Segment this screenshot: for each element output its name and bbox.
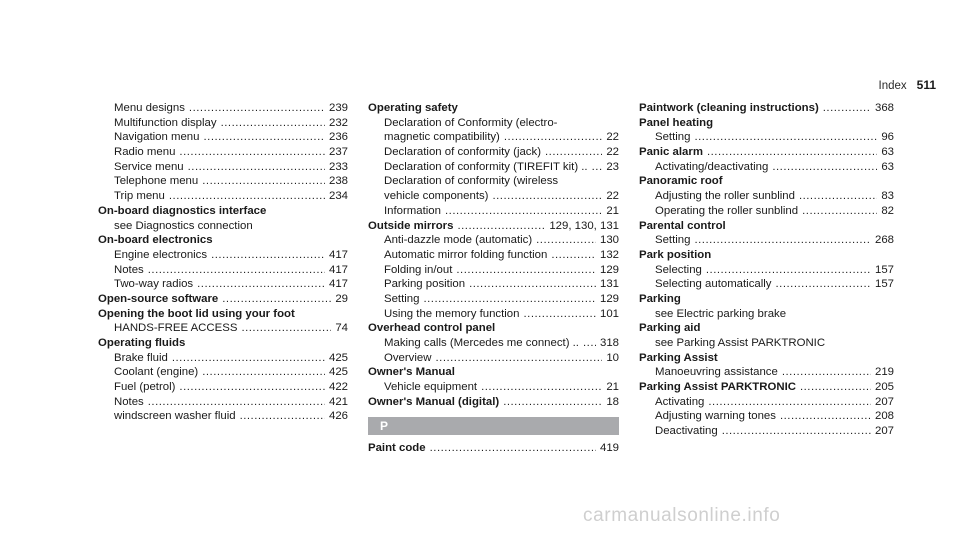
entry-text: Parking position	[384, 278, 466, 291]
index-entry	[639, 380, 894, 439]
entry-text: Parental control	[639, 219, 726, 232]
index-heading	[639, 174, 894, 189]
index-heading	[368, 101, 619, 116]
dot-leader	[772, 160, 877, 175]
page-reference: 21	[606, 381, 619, 394]
index-heading	[98, 204, 348, 219]
index-subentry	[368, 351, 619, 366]
dot-leader	[435, 351, 602, 366]
entry-text: Panoramic roof	[639, 175, 723, 188]
index-subentry	[368, 116, 619, 131]
dot-leader	[430, 441, 596, 456]
page-reference: 29	[335, 292, 348, 305]
entry-text: Notes	[114, 395, 144, 408]
index-entry	[368, 101, 619, 219]
entry-text: Outside mirrors	[368, 219, 454, 232]
index-heading	[98, 336, 348, 351]
index-entry	[368, 365, 619, 394]
dot-leader	[551, 248, 596, 263]
index-heading	[639, 145, 894, 160]
index-subentry	[98, 263, 348, 278]
index-subentry	[639, 395, 894, 410]
entry-text: Parking Assist	[639, 351, 718, 364]
index-entry	[639, 351, 894, 380]
header-label: Index	[878, 80, 907, 92]
dot-leader	[583, 336, 596, 351]
dot-leader	[456, 263, 596, 278]
entry-text: Navigation menu	[114, 131, 200, 144]
dot-leader	[179, 145, 325, 160]
index-subentry	[98, 321, 348, 336]
page-reference: 239	[328, 102, 348, 114]
entry-text: Menu designs	[114, 102, 185, 114]
index-subentry	[368, 307, 619, 322]
dot-leader	[503, 395, 602, 410]
dot-leader	[211, 248, 325, 263]
dot-leader	[240, 409, 325, 424]
page-reference: 318	[599, 337, 619, 349]
index-subentry	[98, 189, 348, 204]
index-entry	[368, 219, 619, 322]
dot-leader	[202, 365, 325, 380]
dot-leader	[179, 380, 325, 395]
entry-text: Operating safety	[368, 102, 458, 114]
dot-leader	[469, 277, 596, 292]
entry-text: Deactivating	[655, 425, 718, 438]
entry-text: Automatic mirror folding function	[384, 248, 548, 261]
page-reference: 22	[606, 131, 619, 144]
page-header	[879, 78, 937, 92]
dot-leader	[799, 189, 877, 204]
entry-text: Vehicle equipment	[384, 381, 478, 394]
index-heading	[639, 321, 894, 336]
index-entry	[368, 395, 619, 410]
index-heading	[98, 292, 348, 307]
page-reference: 207	[874, 395, 894, 408]
page-reference: 238	[328, 175, 348, 188]
dot-leader	[492, 189, 602, 204]
index-subentry	[98, 130, 348, 145]
page-reference: 219	[874, 366, 894, 379]
dot-leader	[504, 130, 602, 145]
index-heading	[98, 307, 348, 322]
entry-text: Multifunction display	[114, 116, 217, 129]
index-entry	[639, 145, 894, 174]
dot-leader	[172, 351, 325, 366]
index-entry	[639, 321, 894, 350]
index-subentry	[368, 145, 619, 160]
index-subentry	[98, 351, 348, 366]
index-entry	[98, 336, 348, 424]
index-entry	[639, 292, 894, 321]
entry-text: Declaration of conformity (TIREFIT kit) ..	[384, 160, 588, 173]
index-subentry	[368, 160, 619, 175]
dot-leader	[802, 204, 877, 219]
index-heading	[368, 441, 619, 456]
entry-text: Activating/deactivating	[655, 160, 769, 173]
page-reference: 236	[328, 131, 348, 144]
entry-text: Brake fluid	[114, 351, 168, 364]
entry-text: see Diagnostics connection	[114, 219, 253, 232]
dot-leader	[197, 277, 325, 292]
page-reference: 129, 130, 131	[549, 219, 619, 232]
page-reference: 425	[328, 366, 348, 379]
index-subentry	[98, 160, 348, 175]
index-heading	[639, 248, 894, 263]
entry-text: On-board electronics	[98, 234, 213, 247]
index-subentry	[368, 189, 619, 204]
page-reference: 417	[328, 263, 348, 276]
entry-text: Activating	[655, 395, 705, 408]
page-reference: 10	[606, 351, 619, 364]
entry-text: vehicle components)	[384, 190, 489, 203]
page-reference: 237	[328, 146, 348, 159]
entry-text: On-board diagnostics interface	[98, 204, 267, 217]
index-entry	[98, 204, 348, 233]
dot-leader	[722, 424, 871, 439]
index-subentry	[98, 365, 348, 380]
index-subentry	[368, 336, 619, 351]
index-subentry	[368, 233, 619, 248]
index-entry	[639, 101, 894, 116]
dot-leader	[221, 116, 325, 131]
index-heading	[639, 219, 894, 234]
dot-leader	[148, 263, 325, 278]
page-number: 511	[916, 78, 936, 92]
index-subentry	[98, 174, 348, 189]
page-reference: 419	[599, 442, 619, 455]
index-subentry	[368, 204, 619, 219]
page-reference: 96	[881, 131, 894, 144]
entry-text: Declaration of Conformity (electro-	[384, 116, 558, 129]
entry-text: Telephone menu	[114, 175, 199, 188]
entry-text: windscreen washer fluid	[114, 410, 236, 423]
page-reference: 130	[599, 234, 619, 247]
page-reference: 207	[874, 425, 894, 438]
section-letter-bar: P	[368, 417, 619, 435]
index-subentry	[368, 277, 619, 292]
page-reference: 22	[606, 146, 619, 159]
page-reference: 132	[599, 248, 619, 261]
dot-leader	[706, 263, 871, 278]
entry-text: see Parking Assist PARKTRONIC	[655, 337, 826, 349]
entry-text: Paintwork (cleaning instructions)	[639, 102, 819, 114]
entry-text: Making calls (Mercedes me connect) ..	[384, 337, 579, 349]
dot-leader	[782, 365, 871, 380]
dot-leader	[148, 395, 325, 410]
index-subentry	[639, 424, 894, 439]
entry-text: Folding in/out	[384, 263, 453, 276]
entry-text: Manoeuvring assistance	[655, 366, 778, 379]
page-reference: 74	[335, 322, 348, 335]
index-heading	[639, 380, 894, 395]
entry-text: Parking aid	[639, 322, 701, 335]
entry-text: Coolant (engine)	[114, 366, 199, 379]
dot-leader	[222, 292, 331, 307]
index-subentry	[368, 292, 619, 307]
index-subentry	[639, 409, 894, 424]
index-heading	[368, 395, 619, 410]
entry-text: HANDS-FREE ACCESS	[114, 322, 238, 335]
dot-leader	[776, 277, 871, 292]
page-reference: 101	[599, 307, 619, 320]
dot-leader	[694, 233, 871, 248]
index-column-1	[98, 101, 348, 424]
index-subentry	[98, 409, 348, 424]
index-entry	[639, 248, 894, 292]
index-entry	[98, 101, 348, 204]
index-subentry	[639, 365, 894, 380]
entry-text: Opening the boot lid using your foot	[98, 307, 295, 320]
page-reference: 232	[328, 116, 348, 129]
page-reference: 63	[881, 160, 894, 173]
page-reference: 422	[328, 381, 348, 394]
index-subentry	[98, 219, 348, 234]
entry-text: Declaration of conformity (jack)	[384, 146, 541, 159]
dot-leader	[169, 189, 325, 204]
index-heading	[368, 365, 619, 380]
dot-leader	[523, 307, 596, 322]
index-subentry	[98, 248, 348, 263]
entry-text: Setting	[655, 131, 691, 144]
index-subentry	[639, 233, 894, 248]
index-entry	[639, 116, 894, 145]
dot-leader	[707, 145, 877, 160]
dot-leader	[780, 409, 871, 424]
page-reference: 421	[328, 395, 348, 408]
page-reference: 368	[874, 102, 894, 114]
dot-leader	[457, 219, 545, 234]
index-heading	[98, 233, 348, 248]
entry-text: Two-way radios	[114, 278, 194, 291]
entry-text: Trip menu	[114, 190, 165, 203]
index-heading	[368, 219, 619, 234]
page-reference: 426	[328, 410, 348, 423]
index-subentry	[639, 263, 894, 278]
page-reference: 233	[328, 160, 348, 173]
index-subentry	[639, 336, 894, 351]
page-reference: 18	[606, 395, 619, 408]
page-reference: 129	[599, 292, 619, 305]
entry-text: Setting	[384, 292, 420, 305]
index-heading	[639, 101, 894, 116]
page-reference: 129	[599, 263, 619, 276]
index-subentry	[98, 277, 348, 292]
index-subentry	[639, 277, 894, 292]
index-entry	[639, 174, 894, 218]
entry-text: Notes	[114, 263, 144, 276]
entry-text: Service menu	[114, 160, 184, 173]
entry-text: Using the memory function	[384, 307, 520, 320]
page-reference: 131	[599, 278, 619, 291]
index-entry	[368, 441, 619, 456]
index-subentry	[98, 116, 348, 131]
index-heading	[368, 321, 619, 336]
index-entry	[98, 233, 348, 292]
dot-leader	[708, 395, 871, 410]
index-entry	[368, 321, 619, 365]
dot-leader	[545, 145, 602, 160]
index-subentry	[368, 380, 619, 395]
entry-text: Panel heating	[639, 116, 714, 129]
index-subentry	[98, 101, 348, 116]
index-column-2	[368, 101, 619, 456]
index-subentry	[639, 189, 894, 204]
dot-leader	[694, 130, 877, 145]
entry-text: see Electric parking brake	[655, 307, 787, 320]
dot-leader	[188, 160, 325, 175]
entry-text: Owner's Manual (digital)	[368, 395, 500, 408]
entry-text: Radio menu	[114, 146, 176, 159]
dot-leader	[592, 160, 603, 175]
entry-text: Paint code	[368, 442, 426, 455]
entry-text: Operating the roller sunblind	[655, 204, 799, 217]
dot-leader	[445, 204, 602, 219]
page-reference: 208	[874, 410, 894, 423]
dot-leader	[203, 130, 325, 145]
index-subentry	[639, 130, 894, 145]
index-subentry	[368, 174, 619, 189]
page-reference: 83	[881, 190, 894, 203]
entry-text: Anti-dazzle mode (automatic)	[384, 234, 533, 247]
index-subentry	[368, 130, 619, 145]
page-reference: 157	[874, 263, 894, 276]
entry-text: Fuel (petrol)	[114, 381, 176, 394]
page-reference: 425	[328, 351, 348, 364]
entry-text: Engine electronics	[114, 248, 208, 261]
index-subentry	[639, 160, 894, 175]
watermark-text: carmanualsonline.info	[583, 505, 781, 526]
page-reference: 82	[881, 204, 894, 217]
dot-leader	[241, 321, 331, 336]
index-entry	[639, 219, 894, 248]
dot-leader	[189, 101, 325, 116]
entry-text: Parking	[639, 292, 681, 305]
entry-text: Selecting automatically	[655, 278, 772, 291]
entry-text: Declaration of conformity (wireless	[384, 175, 559, 188]
dot-leader	[800, 380, 871, 395]
page-reference: 63	[881, 146, 894, 159]
dot-leader	[481, 380, 602, 395]
page-reference: 21	[606, 204, 619, 217]
entry-text: Park position	[639, 248, 712, 261]
entry-text: Operating fluids	[98, 337, 186, 349]
dot-leader	[536, 233, 596, 248]
index-subentry	[639, 204, 894, 219]
page-reference: 417	[328, 248, 348, 261]
dot-leader	[202, 174, 325, 189]
index-heading	[639, 116, 894, 131]
index-entry	[98, 307, 348, 336]
entry-text: Parking Assist PARKTRONIC	[639, 381, 796, 394]
entry-text: Overview	[384, 351, 432, 364]
page-reference: 417	[328, 278, 348, 291]
entry-text: Selecting	[655, 263, 702, 276]
entry-text: Adjusting the roller sunblind	[655, 190, 795, 203]
page-reference: 23	[606, 160, 619, 173]
index-subentry	[368, 263, 619, 278]
index-subentry	[98, 380, 348, 395]
index-subentry	[98, 145, 348, 160]
index-entry	[98, 292, 348, 307]
dot-leader	[823, 101, 871, 116]
page-reference: 268	[874, 234, 894, 247]
index-column-3	[639, 101, 894, 439]
entry-text: Adjusting warning tones	[655, 410, 776, 423]
dot-leader	[423, 292, 596, 307]
entry-text: Owner's Manual	[368, 366, 455, 379]
index-heading	[639, 351, 894, 366]
page-reference: 22	[606, 190, 619, 203]
entry-text: Panic alarm	[639, 146, 703, 159]
entry-text: Setting	[655, 234, 691, 247]
page-reference: 157	[874, 278, 894, 291]
entry-text: magnetic compatibility)	[384, 131, 500, 144]
index-subentry	[368, 248, 619, 263]
entry-text: Overhead control panel	[368, 322, 496, 335]
page-reference: 234	[328, 190, 348, 203]
index-subentry	[639, 307, 894, 322]
page-reference: 205	[874, 381, 894, 394]
entry-text: Open-source software	[98, 292, 219, 305]
index-subentry	[98, 395, 348, 410]
entry-text: Information	[384, 204, 441, 217]
index-heading	[639, 292, 894, 307]
